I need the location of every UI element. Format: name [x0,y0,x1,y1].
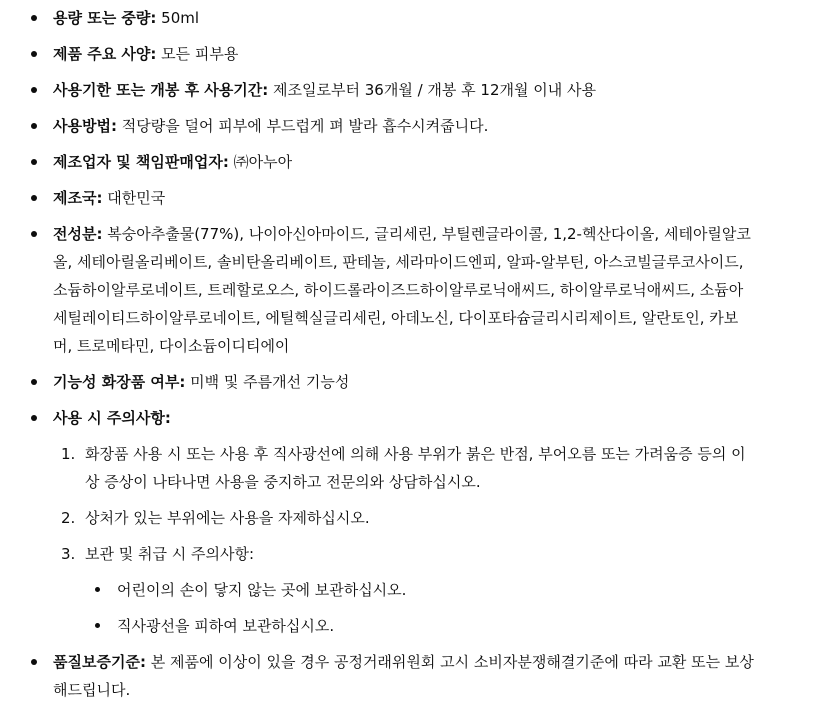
caution-step [53,440,756,496]
step-text: 상처가 있는 부위에는 사용을 자제하십시오. [85,509,370,527]
item-label: 사용방법 [53,117,111,135]
item-label: 품질보증기준 [53,653,140,671]
step-text: 보관 및 취급 시 주의사항: [85,545,255,563]
step-number: 3. [61,545,76,563]
step-number: 1. [61,445,76,463]
list-item-usage: 사용방법: 적당량을 덜어 피부에 부드럽게 펴 발라 흡수시켜줍니다. [0,112,814,140]
step-number: 2. [61,509,76,527]
storage-item: 직사광선을 피하여 보관하십시오. [85,612,756,640]
list-item-expiry: 사용기한 또는 개봉 후 사용기간: 제조일로부터 36개월 / 개봉 후 12개월 이내 사용 [0,76,814,104]
item-label: 사용기한 또는 개봉 후 사용기간 [53,81,263,99]
step-text: 화장품 사용 시 또는 사용 후 직사광선에 의해 사용 부위가 붉은 반점, 부어오름 또는 가려움증 등의 이상 증상이 나타나면 사용을 중지하고 전문의와 상담하십시오. [85,445,746,491]
item-label: 제조업자 및 책임판매업자 [53,153,223,171]
caution-step [53,540,756,640]
item-label: 제품 주요 사양 [53,45,151,63]
item-label: 용량 또는 중량 [53,9,151,27]
storage-item: 어린이의 손이 닿지 않는 곳에 보관하십시오. [85,576,756,604]
item-value: 모든 피부용 [161,45,239,63]
caution-step [53,504,756,532]
list-item-ingredients: 전성분: 복숭아추출물(77%), 나이아신아마이드, 글리세린, 부틸렌글라이콜, 1,2-헥산다이올, 세테아릴알코올, 세테아릴올리베이트, 솔비탄올리베이트, 판테놀, 세라마이드엔피, 알파-알부틴, 아스코빌글루코사이드, 소듐하이알루로네이트, 트레할로오스, 하이드롤라이즈드하이알루로닉애씨드, 하이알루로닉애씨드, 소듐아세틸레이티드하이알루로네이트, 에틸헥실글리세린, 아데노신, 다이포타슘글리시리제이트, 알란토인, 카보머, 트로메타민, 다이소듐이디티에이 [0,220,814,360]
list-item-spec: 제품 주요 사양: 모든 피부용 [0,40,814,68]
item-value: 미백 및 주름개선 기능성 [190,373,350,391]
list-item-manufacturer: 제조업자 및 책임판매업자: ㈜아누아 [0,148,814,176]
item-value: 제조일로부터 36개월 / 개봉 후 12개월 이내 사용 [273,81,596,99]
list-item-functional: 기능성 화장품 여부: 미백 및 주름개선 기능성 [0,368,814,396]
item-label: 기능성 화장품 여부 [53,373,180,391]
caution-steps [53,440,756,640]
list-item-capacity: 용량 또는 중량: 50ml [0,4,814,32]
item-value: 50ml [161,9,200,27]
item-value: ㈜아누아 [233,153,293,171]
item-value: 복숭아추출물(77%), 나이아신아마이드, 글리세린, 부틸렌글라이콜, 1,2-헥산다이올, 세테아릴알코올, 세테아릴올리베이트, 솔비탄올리베이트, 판테놀, 세라마이드엔피, 알파-알부틴, 아스코빌글루코사이드, 소듐하이알루로네이트, 트레할로오스, 하이드롤라이즈드하이알루로닉애씨드, 하이알루로닉애씨드, 소듐아세틸레이티드하이알루로네이트, 에틸헥실글리세린, 아데노신, 다이포타슘글리시리제이트, 알란토인, 카보머, 트로메타민, 다이소듐이디티에이 [53,225,751,355]
item-value: 적당량을 덜어 피부에 부드럽게 펴 발라 흡수시켜줍니다. [121,117,489,135]
list-item-caution: 사용 시 주의사항: 1. 화장품 사용 시 또는 사용 후 직사광선에 의해 사용 부위가 붉은 반점, 부어오름 또는 가려움증 등의 이상 증상이 나타나면 사용을 중지하고 전문의와 상담하십시오. 2. 상처가 있는 부위에는 사용을 자제하십시오. 3. 보관 및 취급 시 주의사항: 어린이의 손이 닿지 않는 곳에 보관하십시오. 직사광선을 피하여 보관하십시오. [0,404,814,640]
product-info-list [0,4,814,704]
storage-list [85,576,756,640]
item-value: 대한민국 [107,189,166,207]
item-label: 사용 시 주의사항 [53,409,165,427]
list-item-quality: 품질보증기준: 본 제품에 이상이 있을 경우 공정거래위원회 고시 소비자분쟁해결기준에 따라 교환 또는 보상해드립니다. [0,648,814,704]
list-item-country: 제조국: 대한민국 [0,184,814,212]
item-label: 전성분 [53,225,97,243]
item-value: 본 제품에 이상이 있을 경우 공정거래위원회 고시 소비자분쟁해결기준에 따라 교환 또는 보상해드립니다. [53,653,754,699]
item-label: 제조국 [53,189,97,207]
